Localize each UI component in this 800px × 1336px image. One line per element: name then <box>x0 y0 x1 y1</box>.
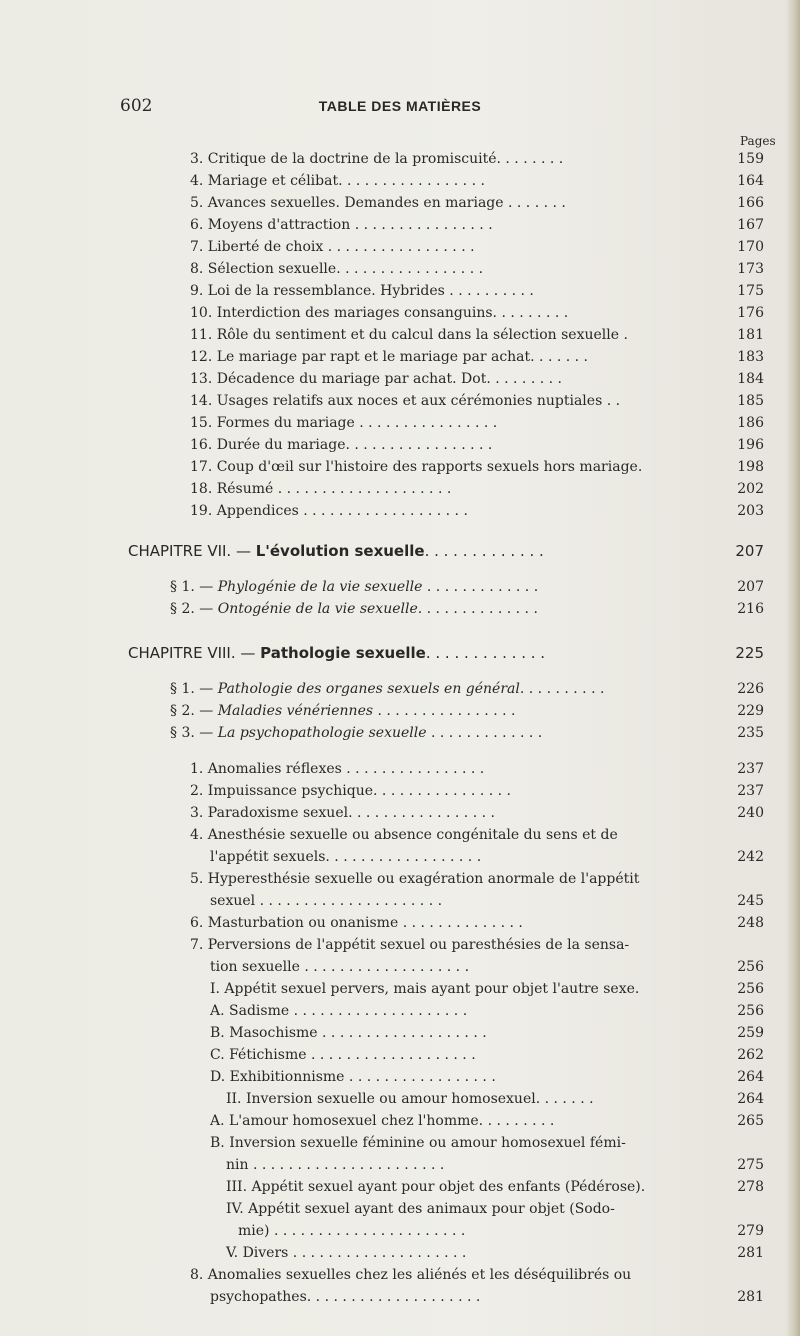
toc-entry-page: 256 <box>737 1003 764 1019</box>
toc-entry <box>190 324 764 346</box>
toc-subentry <box>210 1110 764 1132</box>
toc-section <box>170 722 764 744</box>
section-page: 235 <box>737 725 764 741</box>
toc-entry-continuation <box>226 1154 764 1176</box>
toc-section <box>170 700 764 722</box>
toc-entry-page: 245 <box>737 893 764 909</box>
toc-entry-title: sexuel . . . . . . . . . . . . . . . . . . . . . <box>210 893 443 909</box>
toc-entry-title: V. Divers . . . . . . . . . . . . . . . . . . . . <box>226 1245 467 1261</box>
toc-subentry <box>210 1044 764 1066</box>
toc-entry <box>190 934 764 956</box>
toc-entry-title: psychopathes. . . . . . . . . . . . . . . . . . . . <box>210 1289 481 1305</box>
toc-entry-page: 203 <box>737 503 764 519</box>
section-title: La psychopathologie sexuelle <box>217 725 427 741</box>
running-title: TABLE DES MATIÈRES <box>318 98 482 114</box>
toc-entry-page: 196 <box>737 437 764 453</box>
toc-entry-page: 262 <box>737 1047 764 1063</box>
toc-entry-page: 278 <box>737 1179 764 1195</box>
toc-entry-title: II. Inversion sexuelle ou amour homosexuel. . . . . . . <box>226 1091 594 1107</box>
section-dots: . . . . . . . . . . . . . . . . <box>373 703 516 719</box>
chapter-heading <box>128 642 764 664</box>
chapter-heading <box>128 540 764 562</box>
toc-entry <box>190 868 764 890</box>
chapter-prefix: CHAPITRE VIII. — <box>128 644 261 662</box>
toc-entry-page: 166 <box>737 195 764 211</box>
toc-entry-title: A. Sadisme . . . . . . . . . . . . . . . . . . . . <box>210 1003 468 1019</box>
toc-entry-page: 175 <box>737 283 764 299</box>
toc-entry-page: 275 <box>737 1157 764 1173</box>
chapter-page: 225 <box>735 644 764 662</box>
toc-entry-title: 13. Décadence du mariage par achat. Dot. . . . . . . . . <box>190 371 562 387</box>
chapter-page: 207 <box>735 542 764 560</box>
toc-section <box>170 598 764 620</box>
toc-entry <box>190 500 764 522</box>
section-number: § 1. — <box>170 579 218 595</box>
toc-entry-title: I. Appétit sexuel pervers, mais ayant pour objet l'autre sexe. <box>210 981 640 997</box>
toc-entry-page: 167 <box>737 217 764 233</box>
chapter-dots: . . . . . . . . . . . . . <box>424 542 544 560</box>
toc-entry-page: 279 <box>737 1223 764 1239</box>
toc-entry-title: 8. Anomalies sexuelles chez les aliénés et les déséquilibrés ou <box>190 1267 632 1283</box>
toc-entry-title: 10. Interdiction des mariages consanguins. . . . . . . . . <box>190 305 569 321</box>
toc-entry <box>190 456 764 478</box>
toc-entry-title: B. Inversion sexuelle féminine ou amour homosexuel fémi- <box>210 1135 626 1151</box>
toc-entry-title: 14. Usages relatifs aux noces et aux cérémonies nuptiales . . <box>190 393 621 409</box>
toc-subentry <box>210 1000 764 1022</box>
toc-entry <box>190 280 764 302</box>
toc-entry-continuation <box>210 846 764 868</box>
toc-entry-continuation <box>238 1220 764 1242</box>
toc-entry-title: 12. Le mariage par rapt et le mariage par achat. . . . . . . <box>190 349 589 365</box>
toc-entry <box>190 1264 764 1286</box>
toc-entry-page: 264 <box>737 1069 764 1085</box>
toc-entry-title: A. L'amour homosexuel chez l'homme. . . . . . . . . <box>210 1113 555 1129</box>
toc-entry <box>190 170 764 192</box>
section-dots: . . . . . . . . . . . . . <box>426 725 543 741</box>
toc-subentry <box>210 1066 764 1088</box>
toc-entry-page: 170 <box>737 239 764 255</box>
toc-entry-page: 256 <box>737 981 764 997</box>
toc-entry <box>190 214 764 236</box>
section-dots: . . . . . . . . . . . . . <box>422 601 538 617</box>
toc-entry-page: 256 <box>737 959 764 975</box>
section-title: Pathologie des organes sexuels en général. <box>217 681 525 697</box>
toc-entry-title: 4. Mariage et célibat. . . . . . . . . . . . . . . . . <box>190 173 485 189</box>
section-title: Maladies vénériennes <box>217 703 374 719</box>
toc-section <box>170 678 764 700</box>
toc-entry-title: 15. Formes du mariage . . . . . . . . . . . . . . . . <box>190 415 498 431</box>
toc-entry-page: 242 <box>737 849 764 865</box>
section-number: § 2. — <box>170 601 218 617</box>
toc-entry <box>190 412 764 434</box>
toc-entry <box>190 802 764 824</box>
toc-entry <box>190 912 764 934</box>
section-page: 216 <box>737 601 764 617</box>
toc-entry <box>190 236 764 258</box>
toc-entry-page: 264 <box>737 1091 764 1107</box>
toc-entry <box>190 434 764 456</box>
chapter-prefix: CHAPITRE VII. — <box>128 542 256 560</box>
toc-entry <box>190 390 764 412</box>
section-number: § 3. — <box>170 725 218 741</box>
toc-entry-page: 181 <box>737 327 764 343</box>
toc-entry-title: 9. Loi de la ressemblance. Hybrides . . . . . . . . . . <box>190 283 534 299</box>
toc-subentry <box>210 1132 764 1154</box>
toc-entry-page: 237 <box>737 783 764 799</box>
toc-entry-title: 4. Anesthésie sexuelle ou absence congénitale du sens et de <box>190 827 618 843</box>
toc-entry-title: B. Masochisme . . . . . . . . . . . . . . . . . . . <box>210 1025 487 1041</box>
section-dots: . . . . . . . . . <box>524 681 605 697</box>
toc-entry-page: 259 <box>737 1025 764 1041</box>
toc-entry-page: 164 <box>737 173 764 189</box>
toc-entry-title: 16. Durée du mariage. . . . . . . . . . . . . . . . . <box>190 437 493 453</box>
toc-entry <box>190 148 764 170</box>
toc-subentry <box>226 1088 764 1110</box>
toc-entry-continuation <box>210 956 764 978</box>
toc-entry-title: 18. Résumé . . . . . . . . . . . . . . . . . . . . <box>190 481 452 497</box>
toc-entry-page: 184 <box>737 371 764 387</box>
toc-entry-title: 5. Hyperesthésie sexuelle ou exagération anormale de l'appétit <box>190 871 640 887</box>
toc-entry-title: 6. Masturbation ou onanisme . . . . . . . . . . . . . . <box>190 915 523 931</box>
toc-entry <box>190 258 764 280</box>
section-dots: . . . . . . . . . . . . . <box>422 579 539 595</box>
chapter-title: L'évolution sexuelle <box>255 542 425 560</box>
toc-entry <box>190 368 764 390</box>
toc-entry-page: 183 <box>737 349 764 365</box>
pages-column-label: Pages <box>740 134 776 148</box>
toc-entry-title: nin . . . . . . . . . . . . . . . . . . . . . . <box>226 1157 445 1173</box>
toc-entry-title: 8. Sélection sexuelle. . . . . . . . . . . . . . . . . <box>190 261 484 277</box>
page-number: 602 <box>120 96 153 116</box>
toc-entry-title: 3. Critique de la doctrine de la promiscuité. . . . . . . . <box>190 151 564 167</box>
toc-entry-page: 186 <box>737 415 764 431</box>
toc-entry-title: D. Exhibitionnisme . . . . . . . . . . . . . . . . . <box>210 1069 496 1085</box>
toc-entry-title: 1. Anomalies réflexes . . . . . . . . . . . . . . . . <box>190 761 485 777</box>
toc-entry-page: 159 <box>737 151 764 167</box>
section-title: Ontogénie de la vie sexuelle. <box>217 601 423 617</box>
toc-subentry <box>226 1198 764 1220</box>
page-edge-shadow <box>786 0 800 1336</box>
toc-entry-page: 281 <box>737 1245 764 1261</box>
toc-entry-page: 173 <box>737 261 764 277</box>
section-number: § 2. — <box>170 703 218 719</box>
toc-entry-continuation <box>210 1286 764 1308</box>
section-title: Phylogénie de la vie sexuelle <box>217 579 423 595</box>
toc-entry <box>190 302 764 324</box>
chapter-title: Pathologie sexuelle <box>260 644 426 662</box>
section-page: 207 <box>737 579 764 595</box>
toc-entry-title: 11. Rôle du sentiment et du calcul dans la sélection sexuelle . <box>190 327 628 343</box>
toc-entry-page: 240 <box>737 805 764 821</box>
toc-entry-page: 248 <box>737 915 764 931</box>
toc-subentry <box>210 1022 764 1044</box>
toc-entry-title: 17. Coup d'œil sur l'histoire des rapports sexuels hors mariage. <box>190 459 643 475</box>
toc-entry-continuation <box>210 890 764 912</box>
section-number: § 1. — <box>170 681 218 697</box>
toc-entry-page: 185 <box>737 393 764 409</box>
toc-entry-title: 2. Impuissance psychique. . . . . . . . . . . . . . . . <box>190 783 511 799</box>
toc-entry <box>190 478 764 500</box>
toc-entry <box>190 824 764 846</box>
toc-entry-title: mie) . . . . . . . . . . . . . . . . . . . . . . <box>238 1223 466 1239</box>
toc-entry <box>190 192 764 214</box>
toc-entry-title: l'appétit sexuels. . . . . . . . . . . . . . . . . . <box>210 849 482 865</box>
toc-entry-title: C. Fétichisme . . . . . . . . . . . . . . . . . . . <box>210 1047 476 1063</box>
toc-subentry <box>210 978 764 1000</box>
toc-entry-page: 198 <box>737 459 764 475</box>
toc-entry-page: 202 <box>737 481 764 497</box>
toc-entry-title: 7. Perversions de l'appétit sexuel ou paresthésies de la sensa- <box>190 937 630 953</box>
toc-section <box>170 576 764 598</box>
toc-entry-title: tion sexuelle . . . . . . . . . . . . . . . . . . . <box>210 959 470 975</box>
section-page: 226 <box>737 681 764 697</box>
toc-entry-page: 281 <box>737 1289 764 1305</box>
toc-entry-page: 237 <box>737 761 764 777</box>
toc-entry-title: 5. Avances sexuelles. Demandes en mariage . . . . . . . <box>190 195 566 211</box>
toc-entry <box>190 758 764 780</box>
toc-entry-title: IV. Appétit sexuel ayant des animaux pour objet (Sodo- <box>226 1201 615 1217</box>
toc-subentry <box>226 1242 764 1264</box>
toc-entry-title: 19. Appendices . . . . . . . . . . . . . . . . . . . <box>190 503 468 519</box>
page-header <box>0 96 800 120</box>
toc-subentry <box>226 1176 764 1198</box>
chapter-dots: . . . . . . . . . . . . . <box>425 644 546 662</box>
toc-entry-title: 7. Liberté de choix . . . . . . . . . . . . . . . . . <box>190 239 475 255</box>
toc-entry <box>190 346 764 368</box>
section-page: 229 <box>737 703 764 719</box>
toc-entry-title: III. Appétit sexuel ayant pour objet des enfants (Pédérose). <box>226 1179 646 1195</box>
toc-entry-page: 176 <box>737 305 764 321</box>
toc-entry-page: 265 <box>737 1113 764 1129</box>
toc-entry-title: 3. Paradoxisme sexuel. . . . . . . . . . . . . . . . . <box>190 805 495 821</box>
toc-entry-title: 6. Moyens d'attraction . . . . . . . . . . . . . . . . <box>190 217 493 233</box>
toc-entry <box>190 780 764 802</box>
